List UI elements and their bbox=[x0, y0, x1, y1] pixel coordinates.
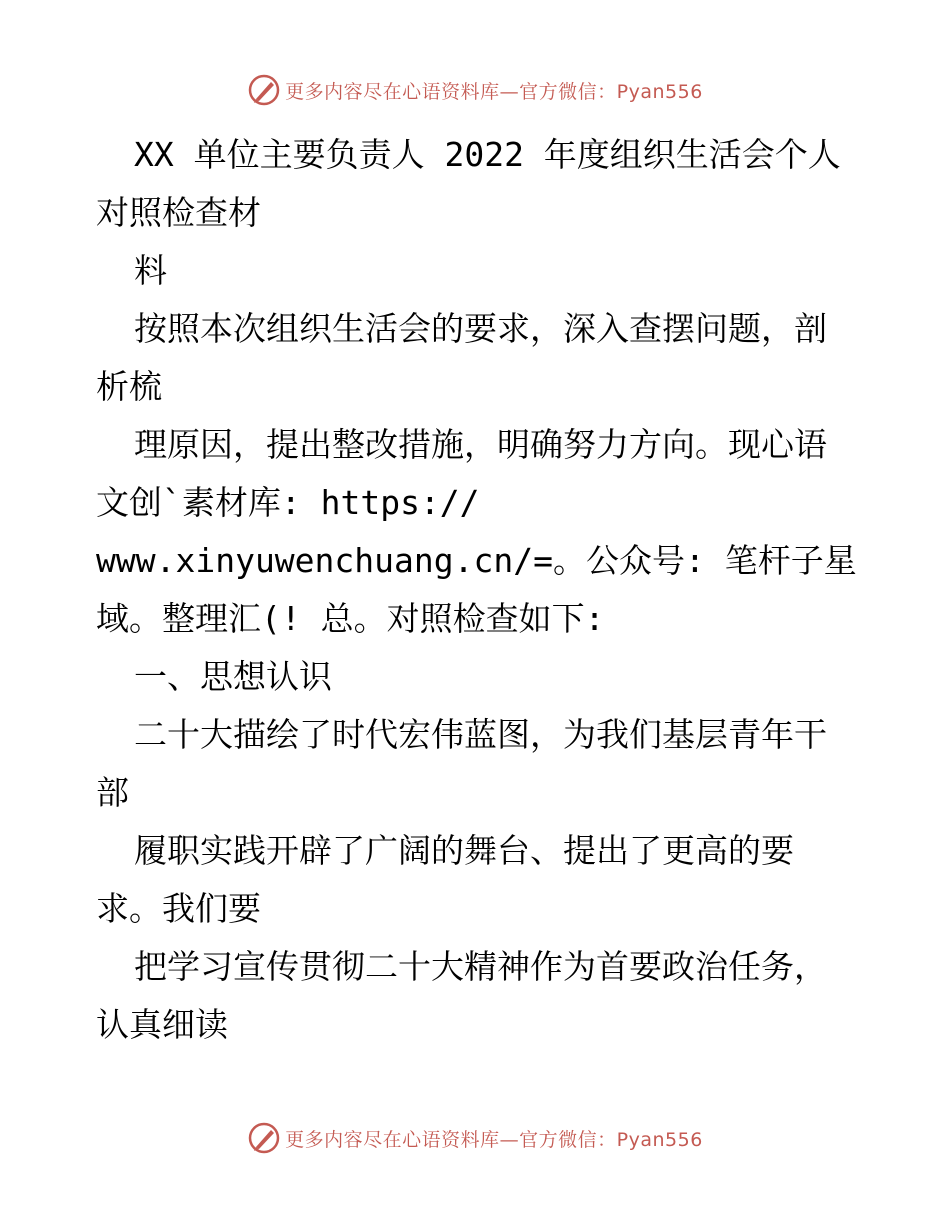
doc-section-heading: 一、思想认识 bbox=[134, 657, 332, 696]
pen-circle-logo-icon bbox=[247, 1121, 281, 1155]
doc-line-14: 求。我们要 bbox=[96, 889, 261, 928]
document-body bbox=[96, 126, 866, 1054]
doc-line-8: www.xinyuwenchuang.cn/=。公众号: 笔杆子星 bbox=[96, 541, 857, 580]
footer-banner-cn: 更多内容尽在心语资料库—官方微信： bbox=[285, 1128, 617, 1151]
header-banner-text bbox=[285, 77, 703, 104]
doc-line-11: 二十大描绘了时代宏伟蓝图，为我们基层青年干 bbox=[134, 715, 827, 754]
footer-banner-wechat-id: Pyan556 bbox=[616, 1128, 703, 1151]
doc-line-6: 理原因，提出整改措施，明确努力方向。现心语 bbox=[134, 425, 827, 464]
doc-line-12: 部 bbox=[96, 773, 129, 812]
header-banner-wechat-id: Pyan556 bbox=[616, 80, 703, 103]
doc-line-15: 把学习宣传贯彻二十大精神作为首要政治任务， bbox=[134, 947, 827, 986]
doc-line-7: 文创`素材库: https:// bbox=[96, 483, 480, 522]
footer-banner-text bbox=[285, 1125, 703, 1152]
doc-line-5: 析梳 bbox=[96, 367, 162, 406]
doc-line-3: 料 bbox=[134, 251, 167, 290]
doc-line-13: 履职实践开辟了广阔的舞台、提出了更高的要 bbox=[134, 831, 794, 870]
doc-line-9: 域。整理汇(! 总。对照检查如下: bbox=[96, 599, 605, 638]
doc-line-2: 对照检查材 bbox=[96, 193, 261, 232]
header-banner bbox=[0, 70, 950, 110]
doc-line-16: 认真细读 bbox=[96, 1005, 228, 1044]
pen-circle-logo-icon bbox=[247, 73, 281, 107]
doc-line-4: 按照本次组织生活会的要求，深入查摆问题，剖 bbox=[134, 309, 827, 348]
doc-line-1: XX 单位主要负责人 2022 年度组织生活会个人 bbox=[134, 135, 841, 174]
header-banner-cn: 更多内容尽在心语资料库—官方微信： bbox=[285, 80, 617, 103]
footer-banner bbox=[0, 1118, 950, 1158]
